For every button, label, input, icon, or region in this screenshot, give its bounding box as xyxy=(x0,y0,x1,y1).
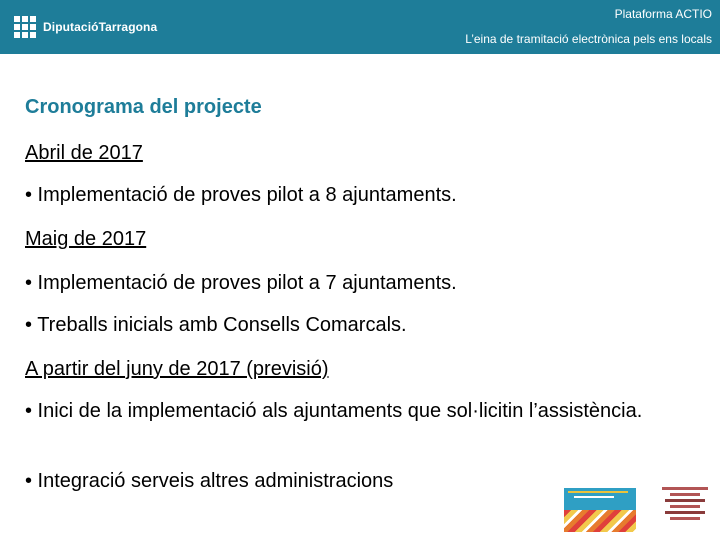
diputacio-logo[interactable] xyxy=(14,10,157,44)
platform-subtitle: L’eina de tramitació electrònica pels ens locals xyxy=(465,32,712,46)
header-banner xyxy=(0,0,720,54)
footer-logos xyxy=(560,485,710,535)
diputacio-emblem-icon xyxy=(14,16,36,38)
slide-title: Cronograma del projecte xyxy=(25,96,262,118)
bullet-item: • Inici de la implementació als ajuntaments que sol·licitin l’assistència. xyxy=(25,400,643,422)
section-heading-april: Abril de 2017 xyxy=(25,142,143,164)
logo-text: DiputacióTarragona xyxy=(43,20,158,34)
section-heading-may: Maig de 2017 xyxy=(25,228,147,250)
platform-title: Plataforma ACTIO xyxy=(614,7,712,21)
section-heading-june: A partir del juny de 2017 (previsió) xyxy=(25,358,329,380)
event-poster-logo xyxy=(564,488,636,532)
bullet-item: • Implementació de proves pilot a 8 ajuntaments. xyxy=(25,184,457,206)
award-badge-logo xyxy=(662,487,708,533)
bullet-item: • Integració serveis altres administracions xyxy=(25,470,394,492)
bullet-item: • Implementació de proves pilot a 7 ajuntaments. xyxy=(25,272,457,294)
bullet-item: • Treballs inicials amb Consells Comarcals. xyxy=(25,314,407,336)
